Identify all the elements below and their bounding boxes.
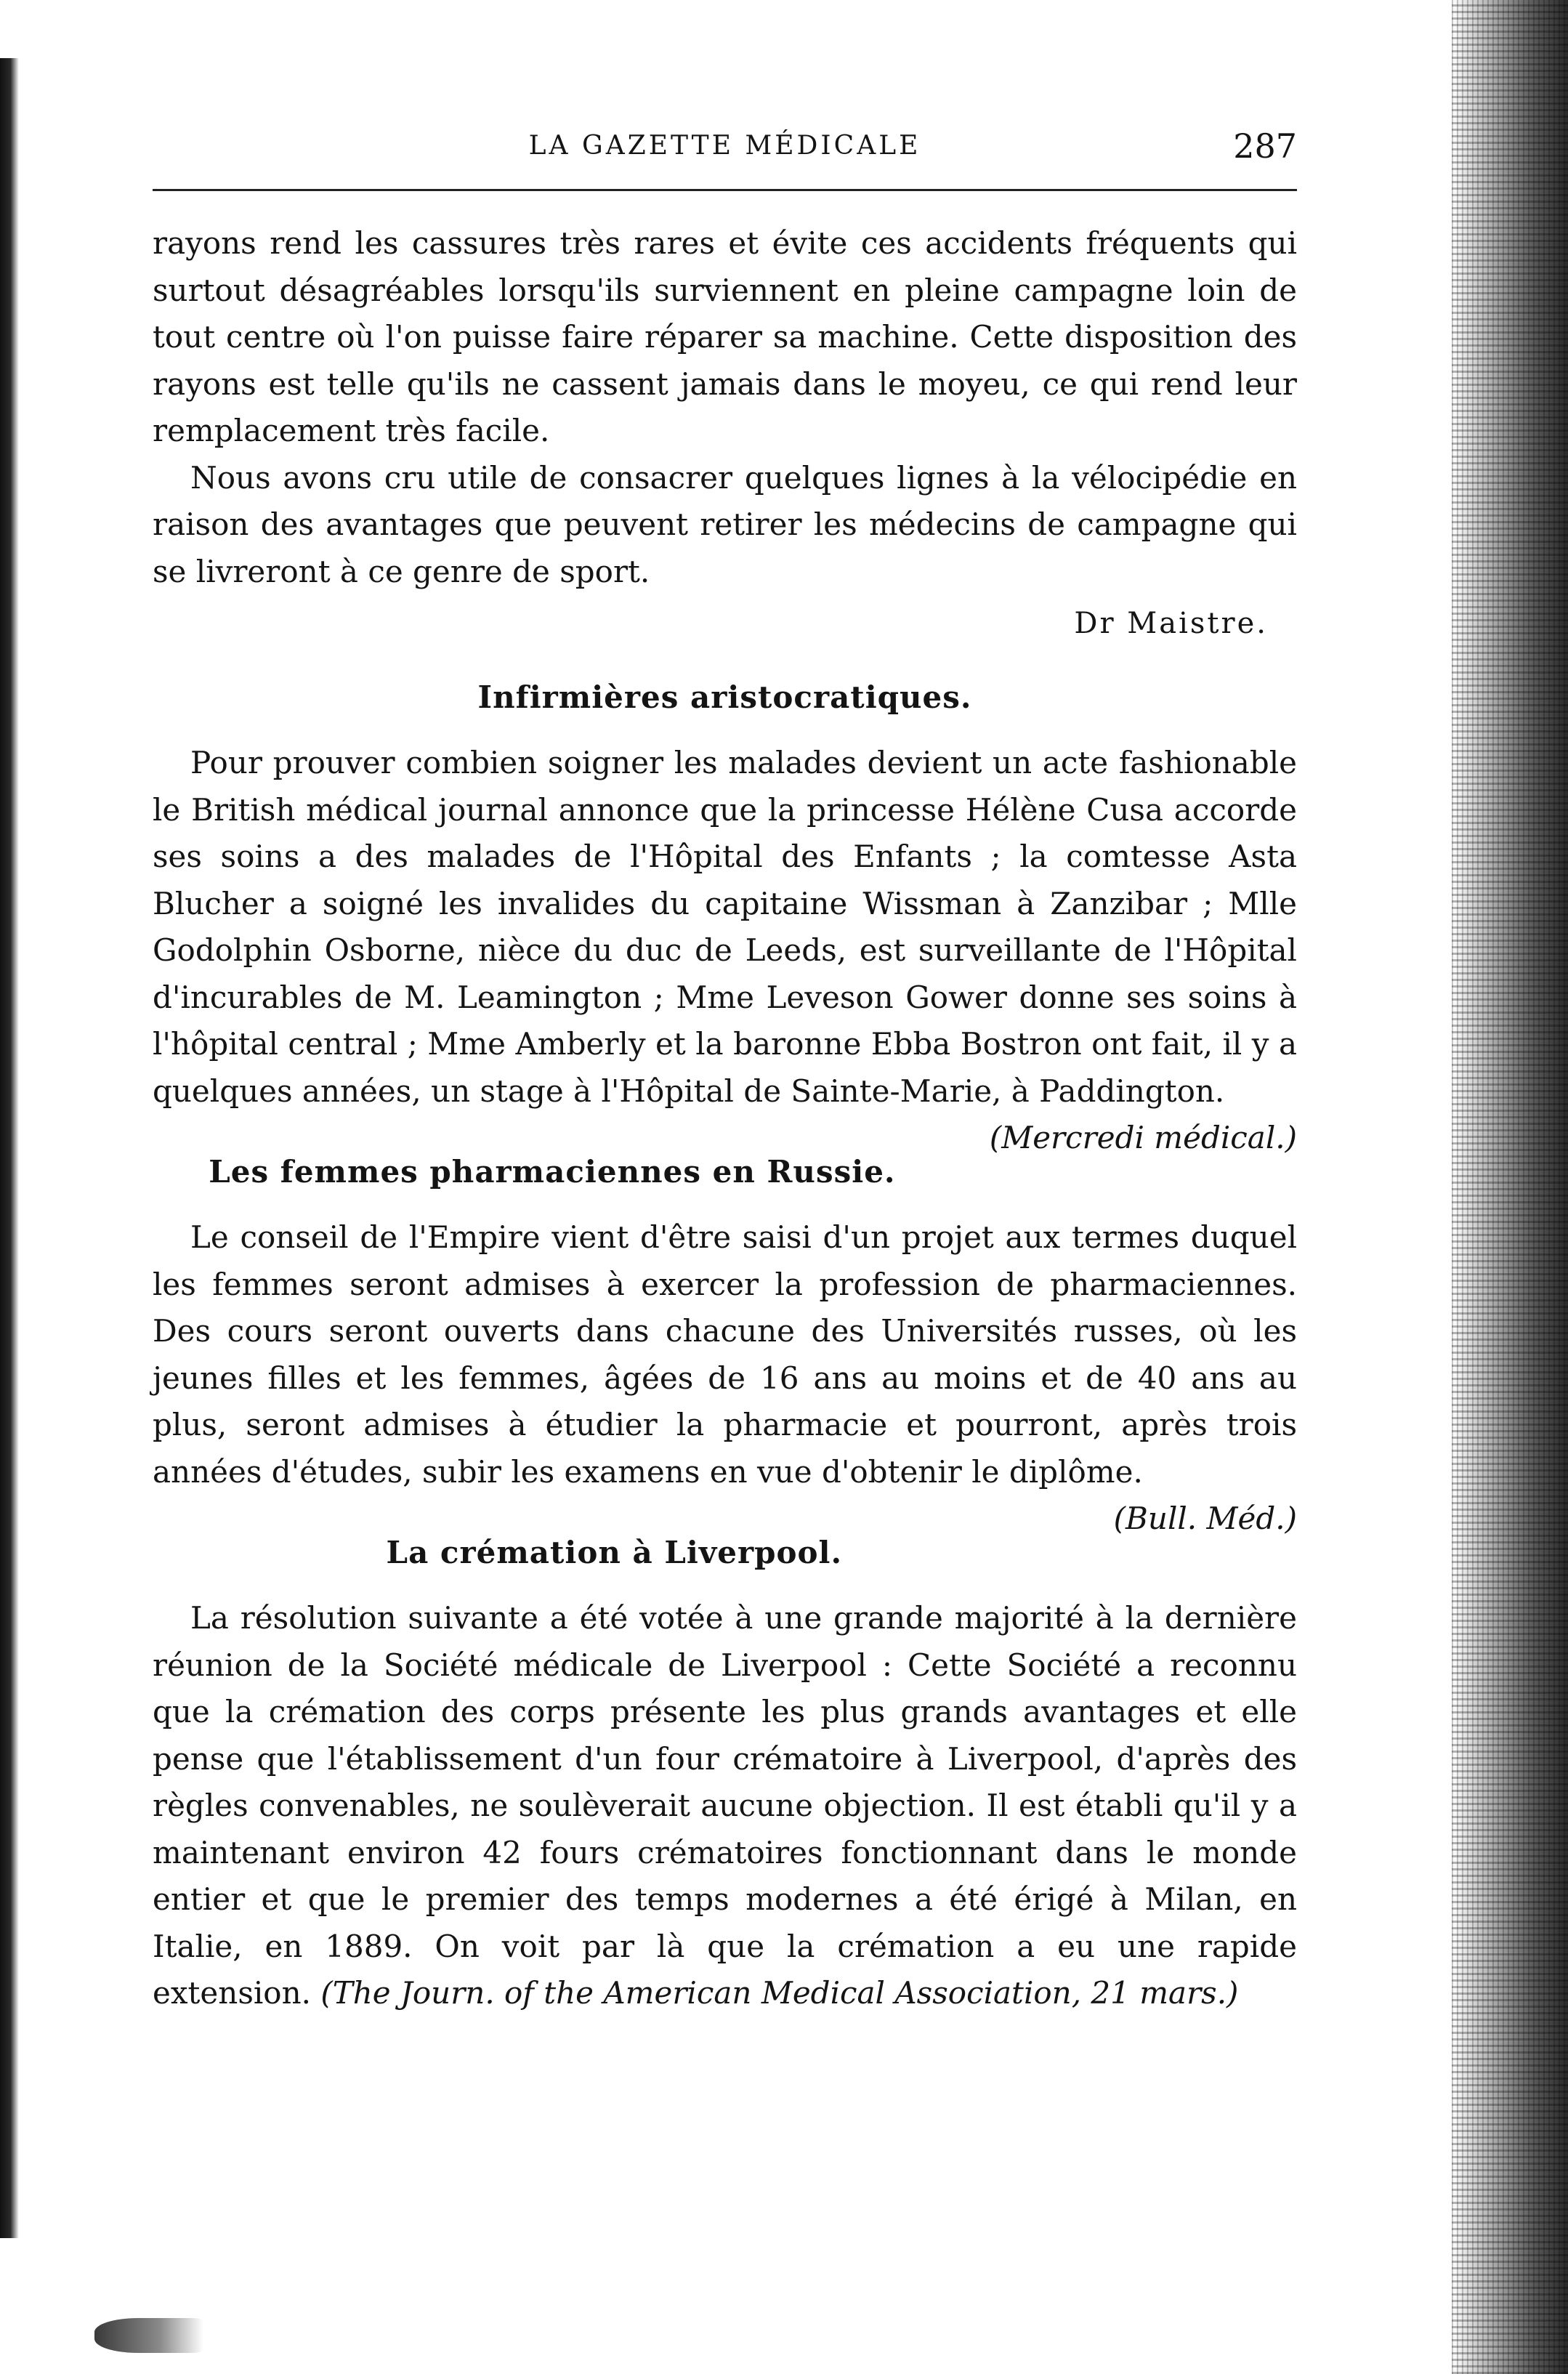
scan-left-edge [0,58,19,2238]
section-source: (The Journ. of the American Medical Association, 21 mars.) [320,1975,1239,2011]
scan-ink-blot [94,2318,203,2353]
scan-right-edge [1452,0,1568,2374]
document-page [153,126,1297,2017]
running-header [153,126,1297,182]
section-source: (Bull. Méd.) [1113,1501,1297,1536]
section-title-cremation: La crémation à Liverpool. [386,1535,843,1570]
section-body-cremation [153,1595,1297,2017]
section-body-pharmaciennes [153,1214,1297,1536]
section-body-infirmieres [153,740,1297,1155]
section-title-infirmieres: Infirmières aristocratiques. [477,679,972,715]
author-signature: Dr Maistre. [1074,607,1268,640]
header-rule [153,189,1297,191]
intro-paragraph-2: Nous avons cru utile de consacrer quelques lignes à la vélocipédie en raison des avantages que peuvent retirer les médecins de campagne qui se livreront à ce genre de sport. [153,459,1297,589]
section-text: La résolution suivante a été votée à une grande majorité à la dernière réunion de la Société médicale de Liverpool : Cette Société a reconnu que la crémation des corps présente les plus grands avantages et elle pense que l'établissement d'un four crématoire à Liverpool, d'après des règles convenables, ne soulèverait aucune objection. Il est établi qu'il y a maintenant environ 42 fours crématoires fonctionnant dans le monde entier et que le premier des temps modernes a été érigé à Milan, en Italie, en 1889. On voit par là que la crémation a eu une rapide extension. [153,1600,1297,2011]
section-title-pharmaciennes: Les femmes pharmaciennes en Russie. [209,1154,896,1190]
section-text: Le conseil de l'Empire vient d'être saisi d'un projet aux termes duquel les femmes seront admises à exercer la profession de pharmaciennes. Des cours seront ouverts dans chacune des Universités russes, où les jeunes filles et les femmes, âgées de 16 ans au moins et de 40 ans au plus, seront admises à étudier la pharmacie et pourront, après trois années d'études, subir les examens en vue d'obtenir le diplôme. [153,1219,1297,1490]
section-source: (Mercredi médical.) [989,1120,1297,1155]
section-text: Pour prouver combien soigner les malades devient un acte fashionable le British médical journal annonce que la princesse Hélène Cusa accorde ses soins a des malades de l'Hôpital des Enfants ; la comtesse Asta Blucher a soigné les invalides du capitaine Wissman à Zanzibar ; Mlle Godolphin Osborne, nièce du duc de Leeds, est surveillante de l'Hôpital d'incurables de M. Leamington ; Mme Leveson Gower donne ses soins à l'hôpital central ; Mme Amberly et la baronne Ebba Bostron ont fait, il y a quelques années, un stage à l'Hôpital de Sainte-Marie, à Paddington. [153,745,1297,1109]
page-number: 287 [1233,126,1297,166]
intro-paragraph-1: rayons rend les cassures très rares et évite ces accidents fréquents qui surtout désagréables lorsqu'ils surviennent en pleine campagne loin de tout centre où l'on puisse faire réparer sa machine. Cette disposition des rayons est telle qu'ils ne cassent jamais dans le moyeu, ce qui rend leur remplacement très facile. [153,225,1297,448]
running-title: LA GAZETTE MÉDICALE [528,131,921,161]
